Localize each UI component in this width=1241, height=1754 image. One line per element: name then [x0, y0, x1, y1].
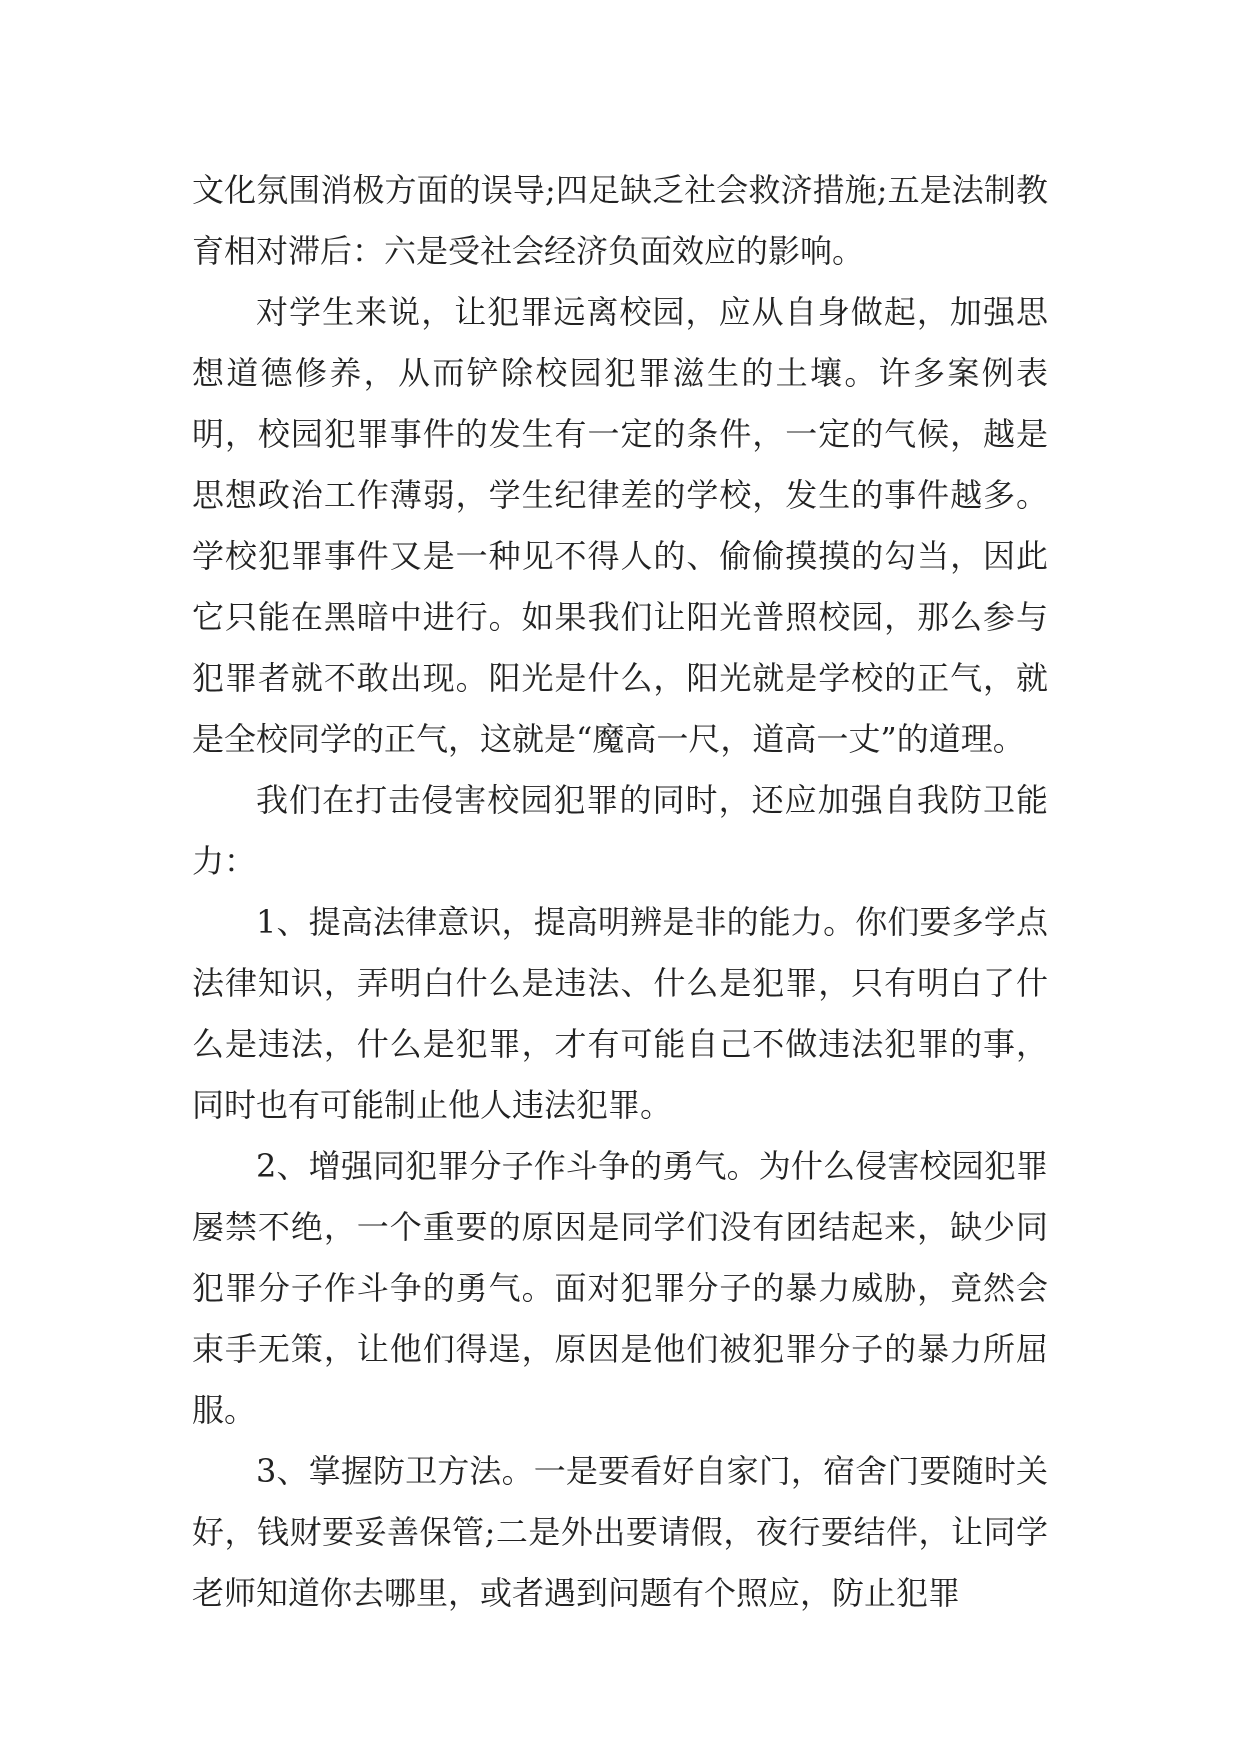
paragraph-4: 1、提高法律意识，提高明辨是非的能力。你们要多学点法律知识，弄明白什么是违法、什么是犯罪，只有明白了什么是违法，什么是犯罪，才有可能自己不做违法犯罪的事，同时也有可能制止他人违法犯罪。: [192, 903, 1048, 1124]
paragraph-6: 3、掌握防卫方法。一是要看好自家门，宿舍门要随时关好，钱财要妥善保管;二是外出要请假，夜行要结伴，让同学老师知道你去哪里，或者遇到问题有个照应，防止犯罪: [192, 1452, 1048, 1612]
paragraph-2: 对学生来说，让犯罪远离校园，应从自身做起，加强思想道德修养，从而铲除校园犯罪滋生的土壤。许多案例表明，校园犯罪事件的发生有一定的条件，一定的气候，越是思想政治工作薄弱，学生纪律差的学校，发生的事件越多。学校犯罪事件又是一种见不得人的、偷偷摸摸的勾当，因此它只能在黑暗中进行。如果我们让阳光普照校园，那么参与犯罪者就不敢出现。阳光是什么，阳光就是学校的正气，就是全校同学的正气，这就是“魔高一尺，道高一丈”的道理。: [192, 293, 1048, 758]
paragraph-3: 我们在打击侵害校园犯罪的同时，还应加强自我防卫能力：: [192, 781, 1048, 880]
paragraph-1: 文化氛围消极方面的误导;四足缺乏社会救济措施;五是法制教育相对滞后：六是受社会经济负面效应的影响。: [192, 171, 1048, 270]
paragraph-5: 2、增强同犯罪分子作斗争的勇气。为什么侵害校园犯罪屡禁不绝，一个重要的原因是同学们没有团结起来，缺少同犯罪分子作斗争的勇气。面对犯罪分子的暴力威胁，竟然会束手无策，让他们得逞，原因是他们被犯罪分子的暴力所屈服。: [192, 1147, 1048, 1429]
document-page: [192, 160, 1048, 1624]
